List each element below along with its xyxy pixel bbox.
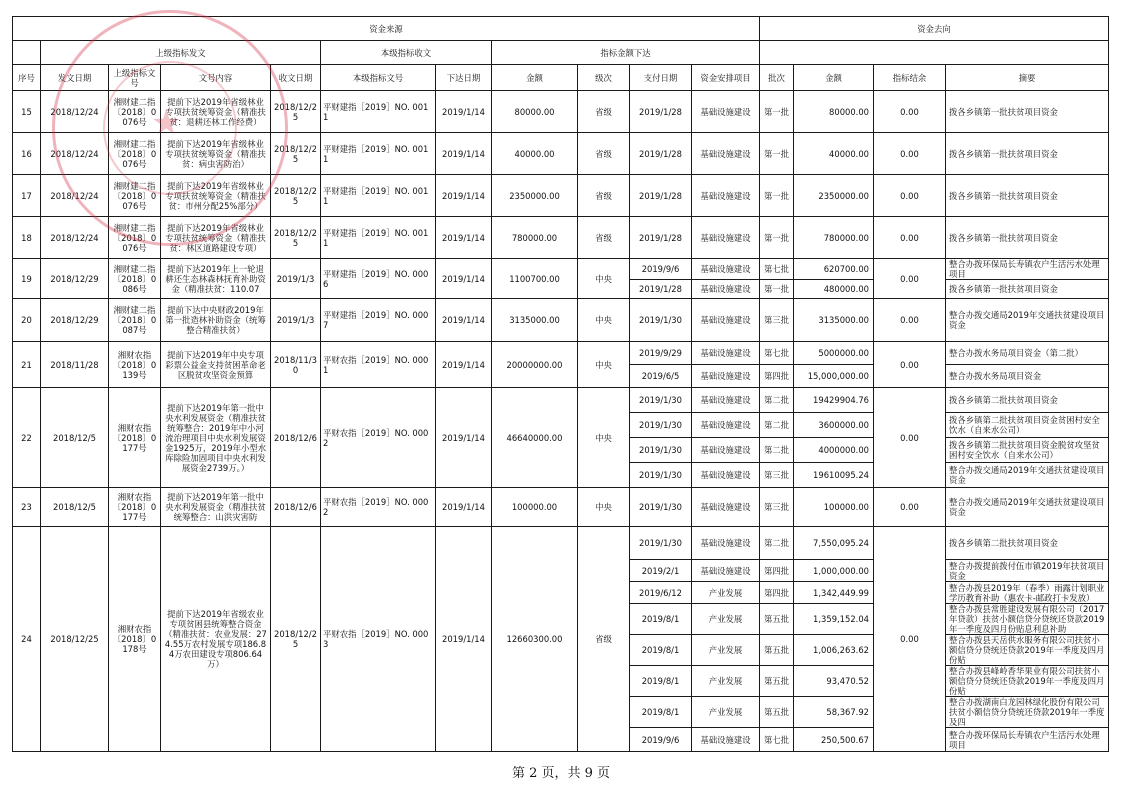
summary: 整合办拨环保局长寿镇农户生活污水处理项目 (946, 259, 1109, 280)
batch: 第一批 (760, 175, 794, 217)
upper-doc-no: 湘财建二指〔2018〕0076号 (109, 133, 161, 175)
batch: 第四批 (760, 582, 794, 604)
project: 基础设施建设 (692, 342, 760, 365)
batch: 第五批 (760, 697, 794, 728)
pay-amount: 93,470.52 (794, 666, 874, 697)
pay-date: 2019/8/1 (630, 666, 692, 697)
table-row (13, 217, 1109, 259)
pay-amount: 58,367.92 (794, 697, 874, 728)
summary: 拨各乡镇第一批扶贫项目资金 (946, 91, 1109, 133)
doc-content: 提前下达2019年第一批中央水利发展资金（精准扶贫统筹整合：2019年中小河流治理项目中央水利发展资金1925万，2019年小型水库除险加固项目中央水利发展资金2739万。） (161, 388, 271, 488)
pay-amount: 1,342,449.99 (794, 582, 874, 604)
project: 产业发展 (692, 697, 760, 728)
pay-amount: 80000.00 (794, 91, 874, 133)
balance: 0.00 (874, 388, 946, 488)
down-date: 2019/1/14 (436, 299, 492, 342)
issue-date: 2018/12/29 (41, 259, 109, 299)
local-doc-no: 平财农指［2019］NO. 0002 (321, 388, 436, 488)
project: 产业发展 (692, 635, 760, 666)
down-date: 2019/1/14 (436, 342, 492, 388)
col-amount: 金额 (492, 65, 578, 91)
upper-doc-no: 湘财农指〔2018〕0139号 (109, 342, 161, 388)
batch: 第四批 (760, 560, 794, 582)
pay-date: 2019/1/30 (630, 299, 692, 342)
pay-date: 2019/1/30 (630, 488, 692, 527)
doc-content: 提前下达2019年上一轮退耕还生态林森林抚育补助资金（精准扶贫：110.07 (161, 259, 271, 299)
local-doc-no: 平财农指［2019］NO. 0001 (321, 342, 436, 388)
row-seq: 23 (13, 488, 41, 527)
doc-content: 提前下达2019年省级林业专项扶贫统筹资金（精准扶贫：退耕还林工作经费） (161, 91, 271, 133)
pay-amount: 7,550,095.24 (794, 527, 874, 560)
down-date: 2019/1/14 (436, 91, 492, 133)
header-local-doc: 本级指标收文 (321, 41, 492, 65)
table-row (13, 133, 1109, 175)
ledger-sheet (12, 16, 1109, 752)
col-summary: 摘要 (946, 65, 1109, 91)
down-date: 2019/1/14 (436, 175, 492, 217)
pay-date: 2019/6/5 (630, 365, 692, 388)
receive-date: 2019/1/3 (271, 259, 321, 299)
summary: 拨各乡镇第一批扶贫项目资金 (946, 217, 1109, 259)
table-row (13, 527, 1109, 560)
pay-date: 2019/1/30 (630, 527, 692, 560)
pay-amount: 1,006,263.62 (794, 635, 874, 666)
issue-date: 2018/12/5 (41, 488, 109, 527)
batch: 第七批 (760, 342, 794, 365)
local-doc-no: 平财建指［2019］NO. 0011 (321, 217, 436, 259)
project: 产业发展 (692, 604, 760, 635)
col-doc-content: 文号内容 (161, 65, 271, 91)
upper-doc-no: 湘财建二指〔2018〕0087号 (109, 299, 161, 342)
upper-doc-no: 湘财建二指〔2018〕0076号 (109, 175, 161, 217)
issue-date: 2018/12/24 (41, 133, 109, 175)
pay-amount: 3600000.00 (794, 413, 874, 438)
project: 基础设施建设 (692, 438, 760, 463)
level: 中央 (578, 388, 630, 488)
summary: 整合办拨县峰岭香华果业有限公司扶贫小额信贷分贷统还贷款2019年一季度及四月份贴 (946, 666, 1109, 697)
issue-date: 2018/12/29 (41, 299, 109, 342)
pay-date: 2019/9/6 (630, 259, 692, 280)
batch: 第三批 (760, 299, 794, 342)
project: 基础设施建设 (692, 413, 760, 438)
pay-date: 2019/8/1 (630, 697, 692, 728)
project: 产业发展 (692, 666, 760, 697)
amount: 1100700.00 (492, 259, 578, 299)
batch: 第五批 (760, 604, 794, 635)
upper-doc-no: 湘财建二指〔2018〕0076号 (109, 217, 161, 259)
summary: 整合办拨提前拨付伍市镇2019年扶贫项目资金 (946, 560, 1109, 582)
pay-date: 2019/1/28 (630, 91, 692, 133)
batch: 第二批 (760, 388, 794, 413)
summary: 整合办拨县天岳供水服务有限公司扶贫小额信贷分贷统还贷款2019年一季度及四月份贴 (946, 635, 1109, 666)
project: 基础设施建设 (692, 133, 760, 175)
summary: 拨各乡镇第二批扶贫项目资金 (946, 527, 1109, 560)
pay-amount: 19610095.24 (794, 463, 874, 488)
row-seq: 20 (13, 299, 41, 342)
summary: 整合办拨交通局2019年交通扶贫建设项目资金 (946, 463, 1109, 488)
pay-date: 2019/1/30 (630, 438, 692, 463)
table-row (13, 175, 1109, 217)
level: 中央 (578, 299, 630, 342)
row-seq: 17 (13, 175, 41, 217)
pay-date: 2019/8/1 (630, 604, 692, 635)
col-batch: 批次 (760, 65, 794, 91)
balance: 0.00 (874, 299, 946, 342)
header-upper-doc: 上级指标发文 (41, 41, 321, 65)
pay-date: 2019/6/12 (630, 582, 692, 604)
balance: 0.00 (874, 527, 946, 752)
batch: 第一批 (760, 133, 794, 175)
amount: 3135000.00 (492, 299, 578, 342)
project: 基础设施建设 (692, 560, 760, 582)
row-seq: 16 (13, 133, 41, 175)
doc-content: 提前下达中央财政2019年第一批造林补助资金（统筹整合精准扶贫） (161, 299, 271, 342)
batch: 第三批 (760, 488, 794, 527)
col-local-doc-no: 本级指标文号 (321, 65, 436, 91)
project: 基础设施建设 (692, 91, 760, 133)
batch: 第一批 (760, 217, 794, 259)
batch: 第四批 (760, 365, 794, 388)
local-doc-no: 平财农指［2019］NO. 0002 (321, 488, 436, 527)
pay-date: 2019/9/6 (630, 728, 692, 752)
upper-doc-no: 湘财农指〔2018〕0178号 (109, 527, 161, 752)
local-doc-no: 平财建指［2019］NO. 0011 (321, 133, 436, 175)
balance: 0.00 (874, 217, 946, 259)
local-doc-no: 平财农指［2019］NO. 0003 (321, 527, 436, 752)
batch: 第二批 (760, 527, 794, 560)
col-balance: 指标结余 (874, 65, 946, 91)
project: 基础设施建设 (692, 388, 760, 413)
pay-amount: 5000000.00 (794, 342, 874, 365)
summary: 整合办拨交通局2019年交通扶贫建设项目资金 (946, 488, 1109, 527)
batch: 第二批 (760, 438, 794, 463)
col-level: 级次 (578, 65, 630, 91)
row-seq: 24 (13, 527, 41, 752)
receive-date: 2018/12/6 (271, 488, 321, 527)
col-pay-amount: 金额 (794, 65, 874, 91)
amount: 780000.00 (492, 217, 578, 259)
receive-date: 2019/1/3 (271, 299, 321, 342)
pay-amount: 480000.00 (794, 280, 874, 299)
pay-date: 2019/1/28 (630, 217, 692, 259)
pay-amount: 780000.00 (794, 217, 874, 259)
upper-doc-no: 湘财建二指〔2018〕0076号 (109, 91, 161, 133)
issue-date: 2018/11/28 (41, 342, 109, 388)
pay-amount: 40000.00 (794, 133, 874, 175)
amount: 46640000.00 (492, 388, 578, 488)
batch: 第一批 (760, 91, 794, 133)
balance: 0.00 (874, 488, 946, 527)
issue-date: 2018/12/25 (41, 527, 109, 752)
row-seq: 15 (13, 91, 41, 133)
project: 基础设施建设 (692, 217, 760, 259)
upper-doc-no: 湘财农指〔2018〕0177号 (109, 388, 161, 488)
upper-doc-no: 湘财建二指〔2018〕0086号 (109, 259, 161, 299)
pay-date: 2019/2/1 (630, 560, 692, 582)
summary: 整合办拨水务局项目资金 (946, 365, 1109, 388)
col-receive-date: 收文日期 (271, 65, 321, 91)
batch: 第七批 (760, 728, 794, 752)
summary: 拨各乡镇第一批扶贫项目资金 (946, 280, 1109, 299)
summary: 整合办拨县2019年（春季）雨露计划职业学历教育补助（惠农卡-邮政打卡发放） (946, 582, 1109, 604)
batch: 第二批 (760, 413, 794, 438)
project: 基础设施建设 (692, 488, 760, 527)
ledger-body (13, 91, 1109, 752)
balance: 0.00 (874, 342, 946, 388)
amount: 12660300.00 (492, 527, 578, 752)
down-date: 2019/1/14 (436, 133, 492, 175)
amount: 20000000.00 (492, 342, 578, 388)
balance: 0.00 (874, 133, 946, 175)
col-project: 资金安排项目 (692, 65, 760, 91)
table-row (13, 299, 1109, 342)
down-date: 2019/1/14 (436, 388, 492, 488)
down-date: 2019/1/14 (436, 217, 492, 259)
receive-date: 2018/12/25 (271, 217, 321, 259)
issue-date: 2018/12/24 (41, 217, 109, 259)
pay-date: 2019/1/30 (630, 388, 692, 413)
pay-amount: 100000.00 (794, 488, 874, 527)
amount: 2350000.00 (492, 175, 578, 217)
amount: 80000.00 (492, 91, 578, 133)
row-seq: 21 (13, 342, 41, 388)
summary: 整合办拨县常胜建设发展有限公司（2017年贷款）扶贫小额信贷分贷统还贷款2019年一季度及四月份贴息利息补助 (946, 604, 1109, 635)
receive-date: 2018/12/25 (271, 133, 321, 175)
receive-date: 2018/12/25 (271, 91, 321, 133)
project: 基础设施建设 (692, 280, 760, 299)
row-seq: 19 (13, 259, 41, 299)
header-allocation: 指标金额下达 (492, 41, 760, 65)
batch: 第七批 (760, 259, 794, 280)
amount: 40000.00 (492, 133, 578, 175)
level: 省级 (578, 527, 630, 752)
local-doc-no: 平财建指［2019］NO. 0006 (321, 259, 436, 299)
official-seal-stamp: ★ (52, 10, 288, 246)
level: 省级 (578, 217, 630, 259)
batch: 第一批 (760, 280, 794, 299)
pay-amount: 1,359,152.04 (794, 604, 874, 635)
col-upper-doc-no: 上级指标文号 (109, 65, 161, 91)
balance: 0.00 (874, 259, 946, 299)
pay-date: 2019/1/30 (630, 413, 692, 438)
summary: 拨各乡镇第二批扶贫项目资金脱贫攻坚贫困村安全饮水（自来水公司） (946, 438, 1109, 463)
level: 中央 (578, 342, 630, 388)
header-source: 资金来源 (13, 17, 760, 41)
project: 基础设施建设 (692, 175, 760, 217)
summary: 整合办拨环保局长寿镇农户生活污水处理项目 (946, 728, 1109, 752)
table-row (13, 342, 1109, 365)
doc-content: 提前下达2019年中央专项彩票公益金支持贫困革命老区脱贫攻坚资金预算 (161, 342, 271, 388)
project: 产业发展 (692, 582, 760, 604)
local-doc-no: 平财建指［2019］NO. 0011 (321, 91, 436, 133)
pay-date: 2019/1/28 (630, 280, 692, 299)
row-seq: 22 (13, 388, 41, 488)
doc-content: 提前下达2019年省级林业专项扶贫统筹资金（精准扶贫：病虫害防治） (161, 133, 271, 175)
doc-content: 提前下达2019年省级农业专项贫困县统筹整合资金（精准扶贫：农业发展：274.55万农村发展专项186.84万农田建设专项806.64万） (161, 527, 271, 752)
table-row (13, 488, 1109, 527)
table-row (13, 259, 1109, 280)
row-seq: 18 (13, 217, 41, 259)
batch: 第五批 (760, 635, 794, 666)
summary: 拨各乡镇第二批扶贫项目资金 (946, 388, 1109, 413)
level: 省级 (578, 91, 630, 133)
summary: 拨各乡镇第一批扶贫项目资金 (946, 133, 1109, 175)
pay-date: 2019/8/1 (630, 635, 692, 666)
page-number: 第 2 页，共 9 页 (511, 766, 611, 781)
down-date: 2019/1/14 (436, 259, 492, 299)
amount: 100000.00 (492, 488, 578, 527)
fund-ledger-table (12, 16, 1109, 752)
table-row (13, 388, 1109, 413)
pay-amount: 19429904.76 (794, 388, 874, 413)
receive-date: 2018/12/25 (271, 175, 321, 217)
doc-content: 提前下达2019年第一批中央水利发展资金（精准扶贫统筹整合：山洪灾害防 (161, 488, 271, 527)
pay-date: 2019/9/29 (630, 342, 692, 365)
col-down-date: 下达日期 (436, 65, 492, 91)
project: 基础设施建设 (692, 463, 760, 488)
pay-amount: 4000000.00 (794, 438, 874, 463)
local-doc-no: 平财建指［2019］NO. 0011 (321, 175, 436, 217)
doc-content: 提前下达2019年省级林业专项扶贫统筹资金（精准扶贫：林区道路建设专项） (161, 217, 271, 259)
col-issue-date: 发文日期 (41, 65, 109, 91)
pay-amount: 250,500.67 (794, 728, 874, 752)
pay-amount: 2350000.00 (794, 175, 874, 217)
project: 基础设施建设 (692, 259, 760, 280)
pay-date: 2019/1/28 (630, 133, 692, 175)
issue-date: 2018/12/5 (41, 388, 109, 488)
pay-amount: 3135000.00 (794, 299, 874, 342)
level: 省级 (578, 175, 630, 217)
issue-date: 2018/12/24 (41, 175, 109, 217)
summary: 拨各乡镇第二批扶贫项目资金贫困村安全饮水（自来水公司） (946, 413, 1109, 438)
receive-date: 2018/12/6 (271, 388, 321, 488)
issue-date: 2018/12/24 (41, 91, 109, 133)
summary: 整合办拨交通局2019年交通扶贫建设项目资金 (946, 299, 1109, 342)
upper-doc-no: 湘财农指〔2018〕0177号 (109, 488, 161, 527)
balance: 0.00 (874, 91, 946, 133)
project: 基础设施建设 (692, 299, 760, 342)
down-date: 2019/1/14 (436, 527, 492, 752)
project: 基础设施建设 (692, 728, 760, 752)
batch: 第三批 (760, 463, 794, 488)
col-pay-date: 支付日期 (630, 65, 692, 91)
summary: 拨各乡镇第一批扶贫项目资金 (946, 175, 1109, 217)
pay-date: 2019/1/30 (630, 463, 692, 488)
balance: 0.00 (874, 175, 946, 217)
level: 省级 (578, 133, 630, 175)
receive-date: 2018/11/30 (271, 342, 321, 388)
project: 基础设施建设 (692, 527, 760, 560)
down-date: 2019/1/14 (436, 488, 492, 527)
doc-content: 提前下达2019年省级林业专项扶贫统筹资金（精准扶贫：市州分配25%部分） (161, 175, 271, 217)
summary: 整合办拨水务局项目资金（第二批） (946, 342, 1109, 365)
pay-amount: 1,000,000.00 (794, 560, 874, 582)
level: 中央 (578, 488, 630, 527)
header-destination: 资金去向 (760, 17, 1109, 41)
receive-date: 2018/12/25 (271, 527, 321, 752)
table-row (13, 91, 1109, 133)
col-seq: 序号 (13, 65, 41, 91)
pay-amount: 620700.00 (794, 259, 874, 280)
pay-amount: 15,000,000.00 (794, 365, 874, 388)
batch: 第五批 (760, 666, 794, 697)
summary: 整合办拨湖南白龙园林绿化股份有限公司扶贫小额信贷分贷统还贷款2019年一季度及四 (946, 697, 1109, 728)
level: 中央 (578, 259, 630, 299)
pay-date: 2019/1/28 (630, 175, 692, 217)
local-doc-no: 平财建指［2019］NO. 0007 (321, 299, 436, 342)
project: 基础设施建设 (692, 365, 760, 388)
